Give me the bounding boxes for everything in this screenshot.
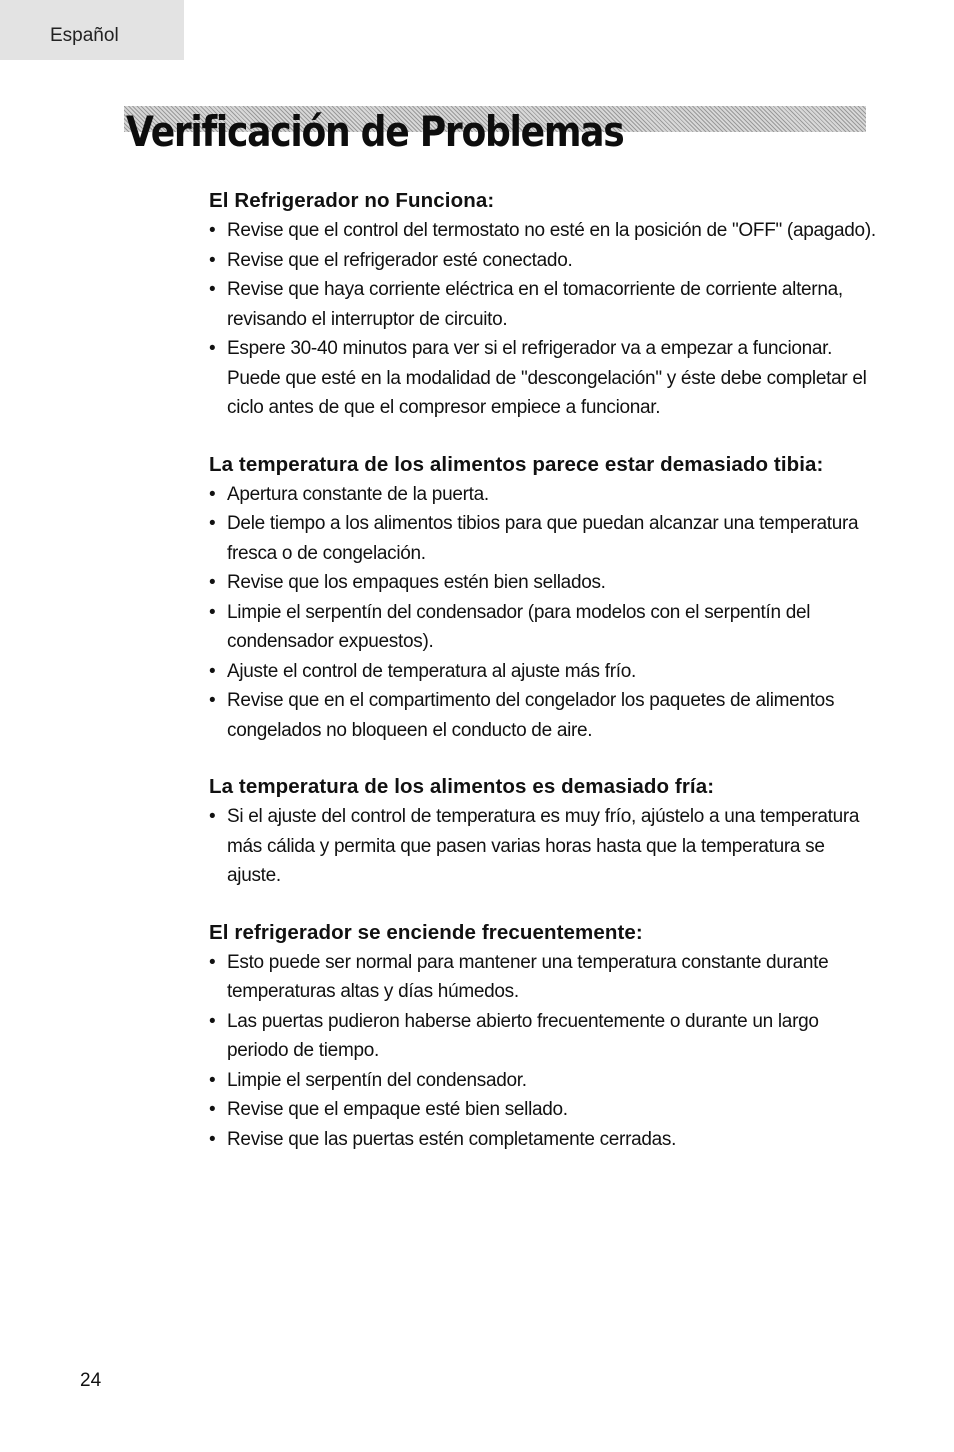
list-item: • Apertura constante de la puerta. (209, 480, 877, 510)
list-item: • Revise que los empaques estén bien sellados. (209, 568, 877, 598)
section-heading: La temperatura de los alimentos parece estar demasiado tibia: (209, 452, 824, 476)
section-food-too-warm (209, 450, 877, 746)
list-item: • Revise que haya corriente eléctrica en el tomacorriente de corriente alterna, revisando el interruptor de circuito. (209, 275, 877, 334)
list-item: • Revise que en el compartimento del congelador los paquetes de alimentos congelados no bloqueen el conducto de aire. (209, 686, 877, 745)
list-item: • Esto puede ser normal para mantener una temperatura constante durante temperaturas altas y días húmedos. (209, 948, 877, 1007)
list-item: • Si el ajuste del control de temperatura es muy frío, ajústelo a una temperatura más cálida y permita que pasen varias horas hasta que la temperatura se ajuste. (209, 802, 877, 891)
list-item: • Revise que las puertas estén completamente cerradas. (209, 1125, 877, 1155)
section-not-working (209, 186, 877, 423)
list-item: • Dele tiempo a los alimentos tibios para que puedan alcanzar una temperatura fresca o de congelación. (209, 509, 877, 568)
list-item: • Las puertas pudieron haberse abierto frecuentemente o durante un largo periodo de tiempo. (209, 1007, 877, 1066)
section-heading: La temperatura de los alimentos es demasiado fría: (209, 775, 715, 798)
list-item: • Revise que el control del termostato no esté en la posición de "OFF" (apagado). (209, 216, 877, 246)
troubleshooting-content (209, 186, 877, 1181)
list-item: • Ajuste el control de temperatura al ajuste más frío. (209, 657, 877, 687)
list-item: • Limpie el serpentín del condensador (para modelos con el serpentín del condensador expuestos). (209, 598, 877, 657)
bullet-list (209, 802, 877, 891)
section-food-too-cold (209, 772, 877, 891)
page-title: Verificación de Problemas (126, 107, 624, 156)
bullet-list (209, 480, 877, 746)
language-tab (0, 0, 184, 60)
bullet-list (209, 216, 877, 423)
list-item: • Revise que el empaque esté bien sellado. (209, 1095, 877, 1125)
list-item: • Revise que el refrigerador esté conectado. (209, 246, 877, 276)
list-item: • Limpie el serpentín del condensador. (209, 1066, 877, 1096)
bullet-list (209, 948, 877, 1155)
page-number: 24 (80, 1370, 102, 1391)
section-heading: El Refrigerador no Funciona: (209, 189, 495, 212)
language-label: Español (50, 25, 119, 46)
list-item: • Espere 30-40 minutos para ver si el refrigerador va a empezar a funcionar. Puede que esté en la modalidad de "descongelación" y éste debe completar el ciclo antes de que el compresor empiece a funcionar. (209, 334, 877, 423)
section-heading: El refrigerador se enciende frecuentemente: (209, 920, 643, 944)
section-runs-frequently (209, 918, 877, 1155)
